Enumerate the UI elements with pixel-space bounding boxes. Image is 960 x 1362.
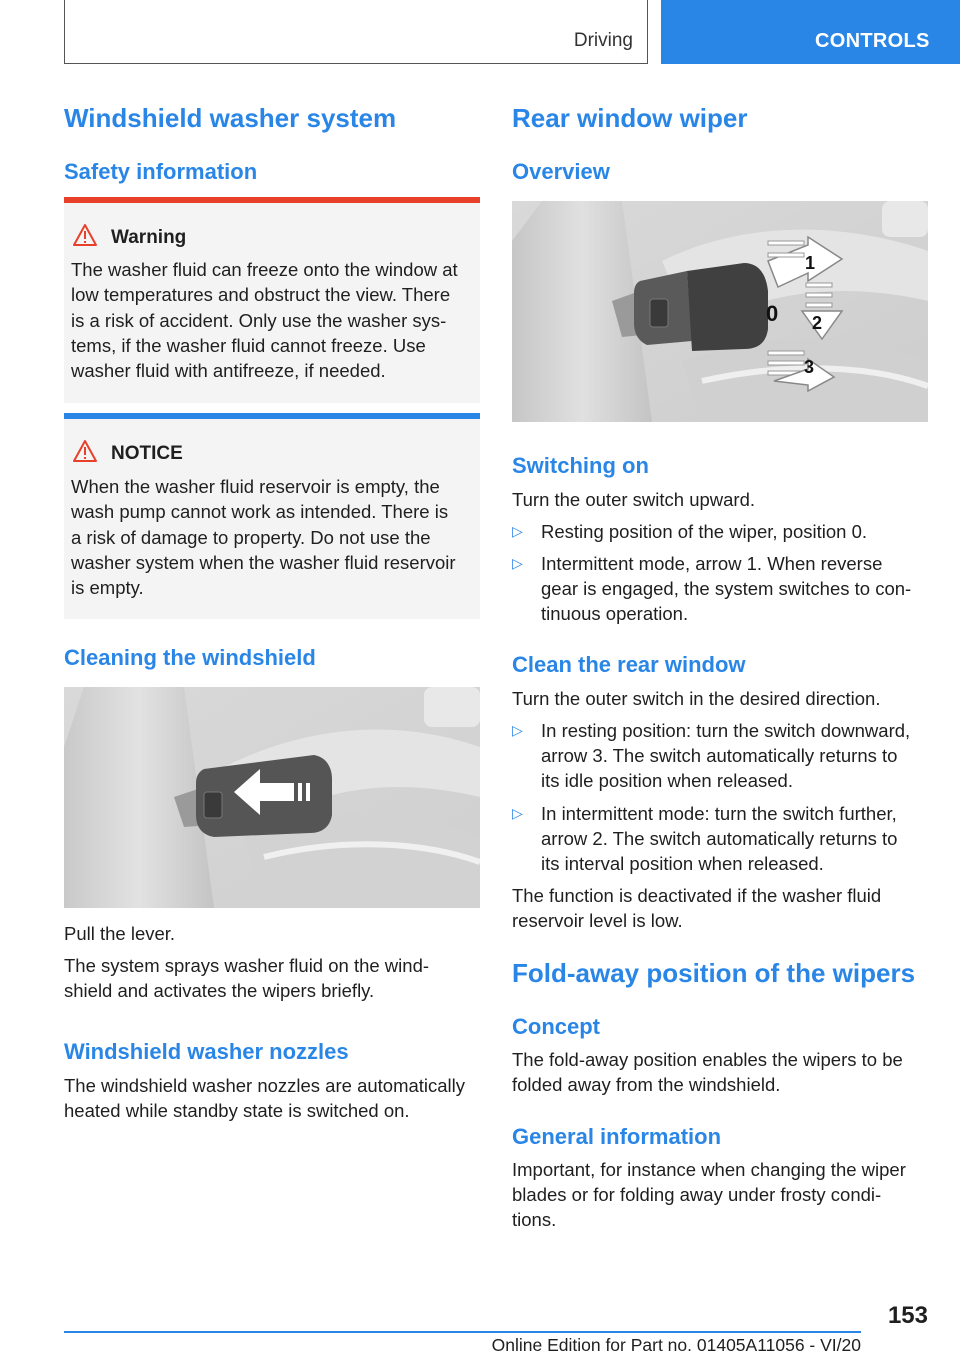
section-title-windshield-washer: Windshield washer system bbox=[64, 103, 397, 133]
list-item-line: its idle position when released. bbox=[541, 770, 793, 791]
footer-divider bbox=[64, 1331, 861, 1333]
nozzles-line: The windshield washer nozzles are automatically bbox=[64, 1075, 466, 1096]
list-item-line: Resting position of the wiper, position 0. bbox=[541, 521, 867, 542]
notice-triangle-icon bbox=[72, 439, 98, 463]
bullet-triangle-icon: ▷ bbox=[512, 555, 523, 571]
concept-description bbox=[512, 1047, 928, 1097]
footer-edition: Online Edition for Part no. 01405A11056 - VI/20 bbox=[491, 1335, 861, 1355]
heading-cleaning-windshield: Cleaning the windshield bbox=[64, 645, 316, 670]
concept-line: The fold-away position enables the wipers to be bbox=[512, 1049, 903, 1070]
warning-triangle-icon bbox=[72, 223, 98, 247]
heading-general-information: General information bbox=[512, 1124, 722, 1149]
clean-instruction: Turn the outer switch in the desired direction. bbox=[512, 688, 881, 709]
heading-clean-rear-window: Clean the rear window bbox=[512, 652, 746, 677]
list-item-line: tinuous operation. bbox=[541, 603, 689, 624]
header-section-title: Driving bbox=[573, 30, 633, 51]
warning-text bbox=[71, 257, 475, 383]
list-item-line: arrow 2. The switch automatically returns to bbox=[541, 828, 898, 849]
warning-line: tems, if the washer fluid cannot freeze. Use bbox=[71, 334, 426, 356]
list-item-line: its interval position when released. bbox=[541, 853, 824, 874]
general-line: tions. bbox=[512, 1209, 557, 1230]
bullet-triangle-icon: ▷ bbox=[512, 722, 523, 738]
heading-washer-nozzles: Windshield washer nozzles bbox=[64, 1039, 349, 1064]
warning-box bbox=[64, 197, 480, 403]
header-section-box bbox=[64, 0, 648, 64]
notice-line: washer system when the washer fluid reservoir bbox=[71, 551, 456, 573]
notice-bar bbox=[64, 413, 480, 419]
heading-switching-on: Switching on bbox=[512, 453, 649, 478]
arrow-3-label: 3 bbox=[804, 357, 815, 377]
function-line: The function is deactivated if the washer fluid bbox=[512, 885, 882, 906]
heading-safety-information: Safety information bbox=[64, 159, 258, 184]
arrow-1-label: 1 bbox=[805, 253, 816, 273]
general-line: blades or for folding away under frosty condi- bbox=[512, 1184, 882, 1205]
list-item-line: gear is engaged, the system switches to con- bbox=[541, 578, 912, 599]
cleaning-description bbox=[64, 953, 480, 1003]
nozzles-description bbox=[64, 1073, 480, 1123]
cleaning-line: The system sprays washer fluid on the wind- bbox=[64, 955, 430, 976]
bullet-triangle-icon: ▷ bbox=[512, 523, 523, 539]
cleaning-line: shield and activates the wipers briefly. bbox=[64, 980, 375, 1001]
general-description bbox=[512, 1157, 928, 1232]
position-0-label: 0 bbox=[766, 301, 779, 326]
heading-overview: Overview bbox=[512, 159, 610, 184]
list-item-line: In intermittent mode: turn the switch further, bbox=[541, 803, 897, 824]
switching-instruction: Turn the outer switch upward. bbox=[512, 489, 756, 510]
heading-concept: Concept bbox=[512, 1014, 600, 1039]
concept-line: folded away from the windshield. bbox=[512, 1074, 781, 1095]
notice-text bbox=[71, 474, 475, 600]
arrow-2-label: 2 bbox=[812, 313, 823, 333]
header-chapter-title: CONTROLS bbox=[815, 30, 930, 52]
rear-wiper-switch-image bbox=[512, 201, 928, 422]
warning-line: low temperatures and obstruct the view. There bbox=[71, 284, 451, 306]
function-line: reservoir level is low. bbox=[512, 910, 683, 931]
warning-line: washer fluid with antifreeze, if needed. bbox=[71, 360, 386, 382]
notice-line: a risk of damage to property. Do not use the bbox=[71, 526, 431, 548]
notice-title: NOTICE bbox=[111, 443, 183, 464]
notice-line: is empty. bbox=[71, 577, 144, 599]
header-chapter-tab bbox=[661, 0, 960, 64]
nozzles-line: heated while standby state is switched on. bbox=[64, 1100, 410, 1121]
section-title-fold-away: Fold-away position of the wipers bbox=[512, 958, 916, 988]
general-line: Important, for instance when changing the wiper bbox=[512, 1159, 906, 1180]
warning-bar bbox=[64, 197, 480, 203]
notice-line: wash pump cannot work as intended. There is bbox=[71, 501, 449, 523]
notice-box bbox=[64, 413, 480, 619]
warning-line: The washer fluid can freeze onto the window at bbox=[71, 259, 458, 280]
list-item-line: arrow 3. The switch automatically returns to bbox=[541, 745, 898, 766]
list-item-line: In resting position: turn the switch downward, bbox=[541, 720, 911, 741]
bullet-triangle-icon: ▷ bbox=[512, 805, 523, 821]
section-title-rear-wiper: Rear window wiper bbox=[512, 103, 748, 133]
washer-lever-image bbox=[64, 687, 480, 908]
page-number: 153 bbox=[887, 1302, 928, 1329]
function-note bbox=[512, 883, 928, 933]
cleaning-instruction: Pull the lever. bbox=[64, 923, 176, 944]
warning-line: is a risk of accident. Only use the washer sys- bbox=[71, 309, 447, 331]
notice-line: When the washer fluid reservoir is empty, the bbox=[71, 476, 440, 497]
list-item-line: Intermittent mode, arrow 1. When reverse bbox=[541, 553, 883, 574]
warning-title: Warning bbox=[111, 227, 187, 248]
